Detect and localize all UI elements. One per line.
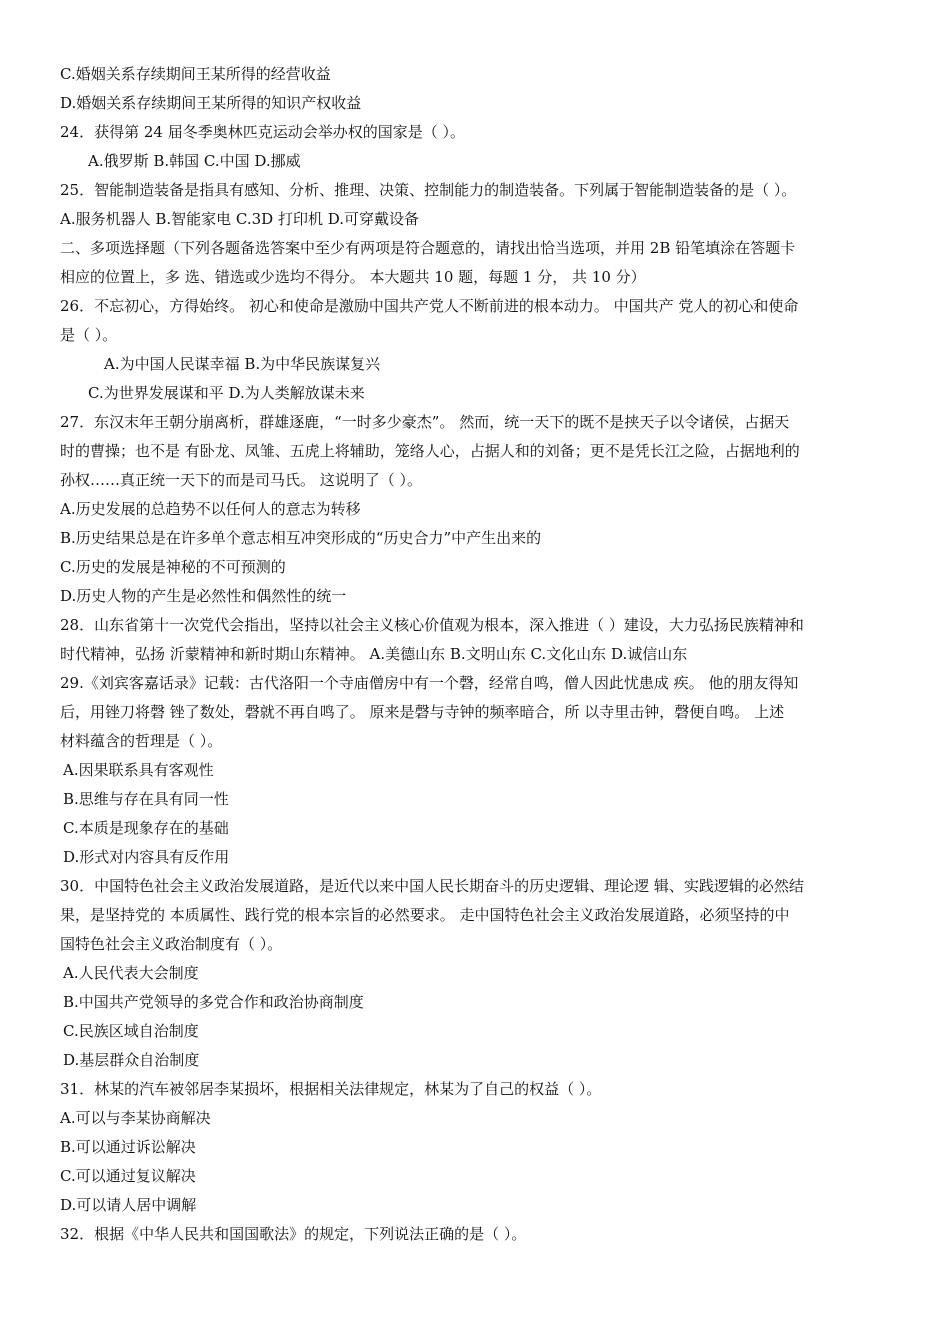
- text-line: C.婚姻关系存续期间王某所得的经营收益: [60, 65, 331, 83]
- text-line: A.人民代表大会制度: [63, 964, 199, 982]
- text-line: A.为中国人民谋幸福 B.为中华民族谋复兴: [104, 355, 381, 373]
- text-line: C.历史的发展是神秘的不可预测的: [60, 558, 286, 576]
- text-line: 相应的位置上，多 选、错选或少选均不得分。 本大题共 10 题，每题 1 分， 共 10 分）: [60, 268, 646, 286]
- text-line: B.中国共产党领导的多党合作和政治协商制度: [63, 993, 364, 1011]
- text-line: C.为世界发展谋和平 D.为人类解放谋未来: [88, 384, 365, 402]
- text-line: 二、多项选择题（下列各题备选答案中至少有两项是符合题意的，请找出恰当选项，并用 2B 铅笔填涂在答题卡: [60, 239, 796, 257]
- text-line: 31．林某的汽车被邻居李某损坏，根据相关法律规定，林某为了自己的权益（ ）。: [60, 1080, 602, 1098]
- text-line: 材料蕴含的哲理是（ ）。: [60, 732, 223, 750]
- text-line: 后，用锉刀将磬 锉了数处，磬就不再自鸣了。 原来是磬与寺钟的频率暗合，所 以寺里击钟，磬便自鸣。 上述: [60, 703, 785, 721]
- text-line: B.思维与存在具有同一性: [63, 790, 229, 808]
- text-line: D.形式对内容具有反作用: [63, 848, 230, 866]
- text-line: A.可以与李某协商解决: [60, 1109, 211, 1127]
- text-line: 29.《刘宾客嘉话录》记载：古代洛阳一个寺庙僧房中有一个磬，经常自鸣，僧人因此忧患成 疾。 他的朋友得知: [60, 674, 799, 692]
- text-line: 时代精神，弘扬 沂蒙精神和新时期山东精神。 A.美德山东 B.文明山东 C.文化山东 D.诚信山东: [60, 645, 688, 663]
- text-line: A.历史发展的总趋势不以任何人的意志为转移: [60, 500, 361, 518]
- text-line: C.民族区域自治制度: [63, 1022, 199, 1040]
- text-line: 果，是坚持党的 本质属性、践行党的根本宗旨的必然要求。 走中国特色社会主义政治发展道路，必须坚持的中: [60, 906, 790, 924]
- text-line: D.历史人物的产生是必然性和偶然性的统一: [60, 587, 347, 605]
- text-line: 24．获得第 24 届冬季奥林匹克运动会举办权的国家是（ ）。: [60, 123, 465, 141]
- text-line: 32．根据《中华人民共和国国歌法》的规定，下列说法正确的是（ ）。: [60, 1225, 527, 1243]
- text-line: 孙权……真正统一天下的而是司马氏。 这说明了（ ）。: [60, 471, 423, 489]
- text-line: A.因果联系具有客观性: [63, 761, 214, 779]
- text-line: 27．东汉末年王朝分崩离析，群雄逐鹿，“一时多少豪杰”。 然而，统一天下的既不是挟天子以令诸侯，占据天: [60, 413, 790, 431]
- text-line: 30．中国特色社会主义政治发展道路，是近代以来中国人民长期奋斗的历史逻辑、理论逻 辑、实践逻辑的必然结: [60, 877, 804, 895]
- text-line: 26．不忘初心，方得始终。 初心和使命是激励中国共产党人不断前进的根本动力。 中国共产 党人的初心和使命: [60, 297, 799, 315]
- text-line: 28．山东省第十一次党代会指出，坚持以社会主义核心价值观为根本，深入推进（ ）建设，大力弘扬民族精神和: [60, 616, 804, 634]
- text-line: C.本质是现象存在的基础: [63, 819, 229, 837]
- text-line: D.婚姻关系存续期间王某所得的知识产权收益: [60, 94, 362, 112]
- text-line: 时的曹操；也不是 有卧龙、凤雏、五虎上将辅助，笼络人心，占据人和的刘备；更不是凭长江之险，占据地利的: [60, 442, 800, 460]
- document-page: [60, 60, 892, 1249]
- text-line: A.俄罗斯 B.韩国 C.中国 D.挪威: [88, 152, 301, 170]
- text-line: D.基层群众自治制度: [63, 1051, 200, 1069]
- text-line: D.可以请人居中调解: [60, 1196, 197, 1214]
- text-line: 是（ ）。: [60, 326, 118, 344]
- text-line: A.服务机器人 B.智能家电 C.3D 打印机 D.可穿戴设备: [60, 210, 420, 228]
- text-line: C.可以通过复议解决: [60, 1167, 196, 1185]
- text-line: B.可以通过诉讼解决: [60, 1138, 196, 1156]
- text-line: 25．智能制造装备是指具有感知、分析、推理、决策、控制能力的制造装备。下列属于智能制造装备的是（ ）。: [60, 181, 797, 199]
- text-line: 国特色社会主义政治制度有（ ）。: [60, 935, 283, 953]
- text-line: B.历史结果总是在许多单个意志相互冲突形成的“历史合力”中产生出来的: [60, 529, 542, 547]
